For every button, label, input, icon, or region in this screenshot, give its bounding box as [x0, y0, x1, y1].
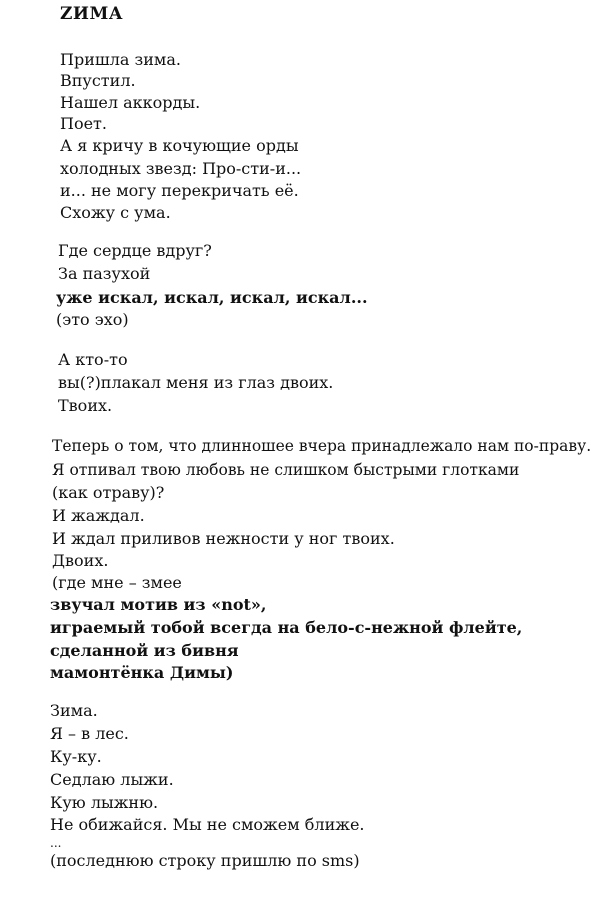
poem-line: Нашел аккорды. — [60, 93, 201, 112]
poem-line: ... — [50, 836, 62, 850]
poem-line: Впустил. — [60, 71, 136, 90]
poem-line: И жаждал. — [52, 506, 145, 525]
poem-line: Я отпивал твою любовь не слишком быстрыми глотками — [52, 461, 520, 479]
poem-line: уже искал, искал, искал, искал... — [56, 288, 368, 307]
poem-line: Двоих. — [52, 551, 109, 570]
poem-line: А кто-то — [58, 350, 128, 369]
poem-line: звучал мотив из «not», — [50, 595, 267, 614]
poem-line: (последнюю строку пришлю по sms) — [50, 851, 360, 870]
poem-line: Седлаю лыжи. — [50, 770, 174, 789]
poem-line: вы(?)плакал меня из глаз двоих. — [58, 373, 334, 392]
poem-line: Зима. — [50, 701, 98, 720]
poem-line: (это эхо) — [56, 310, 129, 329]
poem-line: Кую лыжню. — [50, 793, 159, 812]
poem-line: Схожу с ума. — [60, 203, 171, 222]
poem-line: За пазухой — [58, 264, 151, 283]
poem-line: А я кричу в кочующие орды — [60, 136, 299, 155]
poem-line: играемый тобой всегда на бело-с-нежной флейте, — [50, 618, 523, 637]
poem-title: ZИМА — [60, 4, 124, 24]
poem-line: Не обижайся. Мы не сможем ближе. — [50, 815, 365, 834]
poem-line: Ку-ку. — [50, 747, 102, 766]
poem-line: сделанной из бивня — [50, 641, 239, 660]
poem-line: мамонтёнка Димы) — [50, 663, 234, 682]
poem-line: Я – в лес. — [50, 724, 129, 743]
poem-line: Теперь о том, что длинношее вчера принадлежало нам по-праву. — [52, 437, 592, 455]
poem-line: Поет. — [60, 114, 107, 133]
poem-line: и... не могу перекричать её. — [60, 181, 299, 200]
poem-line: Где сердце вдруг? — [58, 241, 212, 260]
poem-line: И ждал приливов нежности у ног твоих. — [52, 529, 395, 548]
poem-line: Твоих. — [58, 396, 113, 415]
poem-line: (где мне – змее — [52, 573, 182, 592]
poem-line: Пришла зима. — [60, 50, 181, 69]
poem-line: (как отраву)? — [52, 483, 165, 502]
poem-line: холодных звезд: Про-сти-и... — [60, 159, 302, 178]
